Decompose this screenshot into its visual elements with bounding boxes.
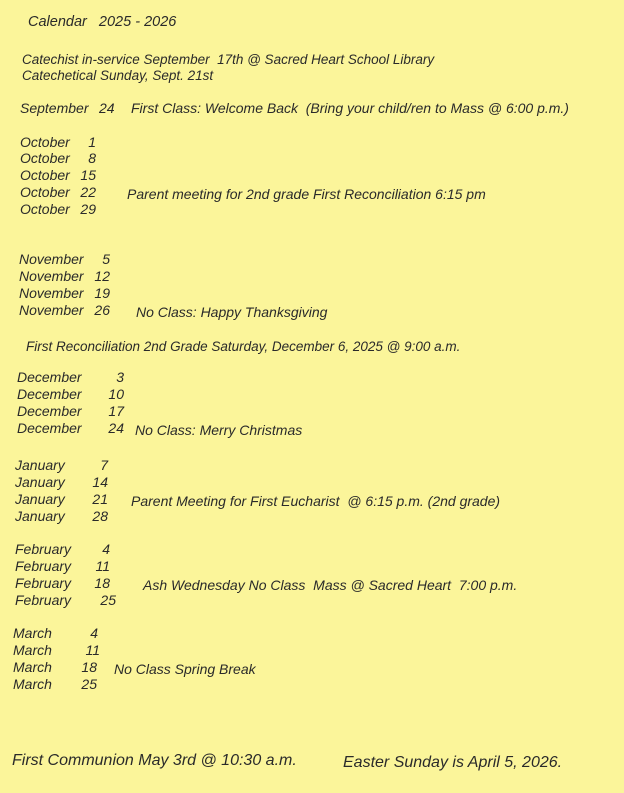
month-label: February (15, 558, 72, 574)
day-number: 28 (92, 508, 108, 524)
day-number: 4 (102, 541, 110, 557)
day-number: 19 (94, 285, 110, 301)
day-number: 12 (94, 268, 110, 284)
month-label: March (13, 676, 52, 692)
day-number: 17 (108, 403, 124, 419)
month-label: October (20, 150, 70, 166)
month-label: December (17, 386, 82, 402)
day-number: 18 (94, 575, 110, 591)
day-number: 10 (108, 386, 124, 402)
event-note: First Class: Welcome Back (Bring your child/ren to Mass @ 6:00 p.m.) (131, 100, 569, 116)
day-number: 25 (100, 592, 116, 608)
day-number: 11 (95, 558, 110, 574)
month-label: September (20, 100, 89, 116)
day-number: 25 (81, 676, 97, 692)
month-label: January (15, 508, 65, 524)
month-label: November (19, 251, 84, 267)
month-label: October (20, 184, 70, 200)
event-note: No Class: Happy Thanksgiving (136, 304, 328, 320)
day-number: 8 (88, 150, 96, 166)
month-label: December (17, 420, 82, 436)
day-number: 4 (90, 625, 98, 641)
day-number: 1 (88, 134, 96, 150)
month-label: January (15, 491, 65, 507)
event-note: Parent Meeting for First Eucharist @ 6:15 p.m. (2nd grade) (131, 493, 501, 509)
event-note: Ash Wednesday No Class Mass @ Sacred Heart 7:00 p.m. (143, 577, 518, 593)
month-label: February (15, 541, 72, 557)
month-label: February (15, 575, 72, 591)
month-label: October (20, 201, 70, 217)
month-label: December (17, 369, 82, 385)
page-title: Calendar 2025 - 2026 (28, 14, 177, 30)
day-number: 24 (99, 100, 115, 116)
event-note: No Class Spring Break (114, 661, 256, 677)
day-number: 29 (80, 201, 96, 217)
day-number: 22 (80, 184, 96, 200)
event-note: Parent meeting for 2nd grade First Reconciliation 6:15 pm (127, 186, 486, 202)
month-label: October (20, 134, 70, 150)
month-label: November (19, 268, 84, 284)
month-label: November (19, 302, 84, 318)
day-number: 26 (94, 302, 110, 318)
month-label: March (13, 642, 52, 658)
day-number: 11 (85, 642, 100, 658)
day-number: 15 (80, 167, 96, 183)
day-number: 3 (116, 369, 124, 385)
day-number: 7 (100, 457, 108, 473)
month-label: March (13, 625, 52, 641)
catechetical-sunday-line: Catechetical Sunday, Sept. 21st (22, 68, 214, 83)
day-number: 5 (102, 251, 110, 267)
month-label: January (15, 457, 65, 473)
month-label: March (13, 659, 52, 675)
reconciliation-line: First Reconciliation 2nd Grade Saturday, December 6, 2025 @ 9:00 a.m. (26, 339, 461, 354)
day-number: 21 (92, 491, 108, 507)
inservice-line: Catechist in-service September 17th @ Sacred Heart School Library (22, 52, 435, 67)
easter-line: Easter Sunday is April 5, 2026. (343, 754, 563, 771)
day-number: 18 (81, 659, 97, 675)
day-number: 14 (92, 474, 108, 490)
day-number: 24 (108, 420, 124, 436)
month-label: January (15, 474, 65, 490)
first-communion-line: First Communion May 3rd @ 10:30 a.m. (12, 752, 297, 769)
month-label: February (15, 592, 72, 608)
month-label: December (17, 403, 82, 419)
month-label: October (20, 167, 70, 183)
month-label: November (19, 285, 84, 301)
event-note: No Class: Merry Christmas (135, 422, 303, 438)
